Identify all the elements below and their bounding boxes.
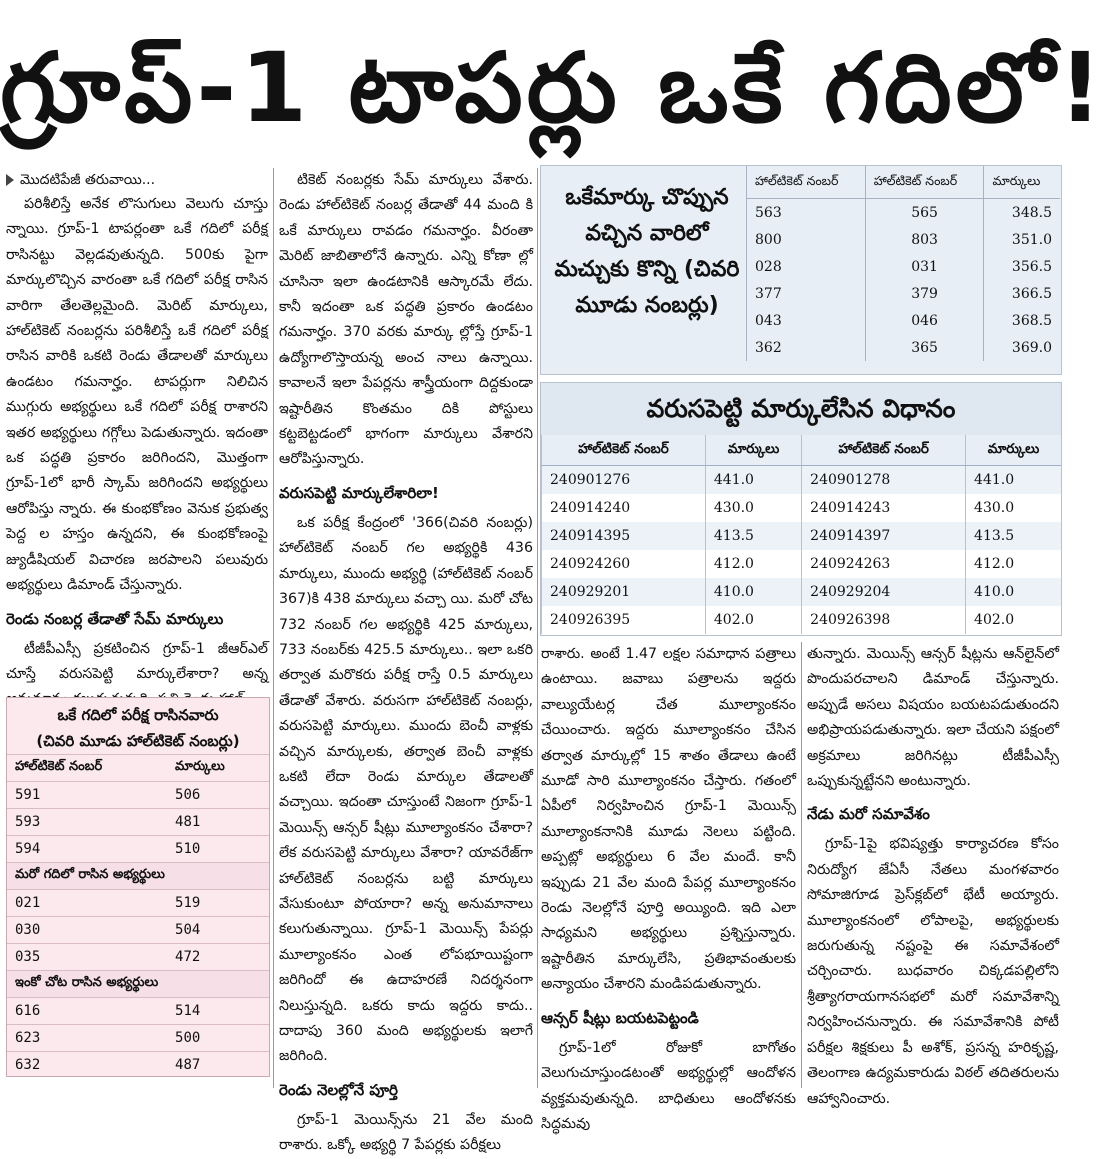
col4-para1: తున్నారు. మెయిన్స్‌ ఆన్సర్‌ షీట్లను ఆన్‌లైన్‌లో పొందుపరచాలని డిమాండ్‌ చేస్తున్నారు. అప్పుడే అసలు విషయం బయటపడుతుందని అభిప్రాయపడుతున్నారు. ఇలా చేయని పక్షంలో అక్రమాలు జరిగినట్లు టీజీపీఎస్సీ ఒప్పుకున్నట్టేనని అంటున్నారు. [807,646,1059,790]
table-row: 594 510 [7,836,269,863]
col3-para1: రాశారు. అంటే 1.47 లక్షల సమాధాన పత్రాలు ఉంటాయి. జవాబు పత్రాలను ఇద్దరు వాల్యుయేటర్ల చేత మూల్యాంకనం చేయించారు. ఇద్దరు మూల్యాంకనం చేసిన తర్వాత మార్కుల్లో 15 శాతం తేడాలు ఉంటే మూడో సారి మూల్యాంకనం చేస్తారు. గతంలో ఏపీలో నిర్వహించిన గ్రూప్‌-1 మెయిన్స్‌ మూల్యాంకనానికి మూడు నెలలు పట్టింది. అప్పట్లో అభ్యర్థులు 6 వేల మందే. కానీ ఇప్పుడు 21 వేల మంది పేపర్ల మూల్యాంకనం రెండు నెలల్లోనే పూర్తి అయ్యింది. ఇది ఎలా సాధ్యమని అభ్యర్థులు ప్రశ్నిస్తున్నారు. ఇష్టారీతిన మార్కులేసి, ప్రతిభావంతులకు అన్యాయం చేశారని మండిపడుతున్నారు. [541,646,796,993]
headline: గ్రూప్‌-1 టాపర్లు ఒకే గదిలో! [0,32,1106,144]
group-heading: మరో గదిలో రాసిన అభ్యర్థులు [7,863,269,890]
table-row: 616 514 [7,998,269,1025]
continuation-kicker: మొదటిపేజీ తరువాయి... [6,168,268,192]
col-header-hallticket-b: హాల్‌టికెట్‌ నంబర్‌ [802,435,966,466]
col2-subheading-1: వరుసపెట్టి మార్కులేశారిలా! [279,483,439,502]
same-marks-table [746,166,1060,361]
sequential-marks-box [540,382,1062,636]
col2-para3: గ్రూప్‌-1 మెయిన్స్‌ను 21 వేల మంది రాశారు. ఒక్కో అభ్యర్థి 7 పేపర్లకు పరీక్షలు [279,1111,533,1154]
table-row: 021 519 [7,890,269,917]
col-header-marks-b: మార్కులు [966,435,1061,466]
col-header-hallticket: హాల్‌టికెట్‌ నంబర్‌ [7,755,167,782]
same-marks-caption: ఒకేమార్కు చొప్పున వచ్చిన వారిలో మచ్చుకు కొన్ని (చివరి మూడు నంబర్లు) [554,185,740,318]
col-header-hallticket-a: హాల్‌టికెట్‌ నంబర్‌ [542,435,706,466]
same-room-table-box [6,697,270,1077]
same-marks-box [540,165,1062,375]
col4-subheading: నేడు మరో సమావేశం [807,805,930,824]
table-row: 240929201 410.0 240929204 410.0 [542,578,1062,606]
table-row: 591 506 [7,782,269,809]
table-row: 362 365 369.0 [747,334,1061,361]
sequential-marks-title: వరుసపెట్టి మార్కులేసిన విధానం [541,383,1061,435]
col4-para2: గ్రూప్‌-1పై భవిష్యత్తు కార్యాచరణ కోసం నిరుద్యోగ జేఏసీ నేతలు మంగళవారం సోమాజిగూడ ప్రెస్‌క్లబ్‌లో భేటీ అయ్యారు. మూల్యాంకనంలో లోపాలపై, అభ్యర్థులకు జరుగుతున్న నష్టంపై ఈ సమావేశంలో చర్చించారు. బుధవారం చిక్కడపల్లిలోని శ్రీత్యాగరాయగానసభలో మరో సమావేశాన్ని నిర్వహించనున్నారు. ఈ సమావేశానికి పోటీ పరీక్షల శిక్షకులు పీ అశోక్‌, ప్రసన్న హరికృష్ణ, తెలంగాణ ఉద్యమకారుడు విఠల్‌ తదితరులను ఆహ్వానించారు. [807,836,1059,1107]
col-header-marks: మార్కులు [167,755,269,782]
col1-para2: టీజీపీఎస్సీ ప్రకటించిన గ్రూప్‌-1 జీఆర్‌ఎల్‌ చూస్తే వరుసపెట్టి మార్కులేశారా? అన్న [6,640,268,682]
column-3 [541,642,796,1132]
col-header-marks-a: మార్కులు [705,435,801,466]
col1-subheading: రెండు నంబర్ల తేడాతో సేమ్‌ మార్కులు [6,609,224,628]
group-heading: ఇంకో చోట రాసిన అభ్యర్థులు [7,971,269,998]
table-row: 800 803 351.0 [747,226,1061,253]
column-2 [279,168,533,1154]
col2-subheading-2: రెండు నెలల్లోనే పూర్తి [279,1080,398,1099]
table-row: 377 379 366.5 [747,280,1061,307]
col1-para1: పరిశీలిస్తే అనేక లొసుగులు వెలుగు చూస్తు న్నాయి. గ్రూప్‌-1 టాపర్లంతా ఒకే గదిలో పరీక్ష రాసినట్టు వెల్లడవుతున్నది. 500కు పైగా మార్కులొచ్చిన వారంతా ఒకే గదిలో పరీక్ష రాసిన వారిగా తేలతెల్లమైంది. మెరిట్ మార్కులు, హాల్‌టికెట్‌ నంబర్లను పరిశీలిస్తే ఒకే గదిలో పరీక్ష రాసిన వారికి ఒకటి రెండు తేడాలతో మార్కులు ఉండటం గమనార్హం. టాపర్లుగా నిలిచిన ముగ్గురు అభ్యర్థులు ఒకే గదిలో పరీక్ష రాశారని ఇతర అభ్యర్థులు గగ్గోలు పెడుతున్నారు. ఇదంతా ఒక పద్ధతి ప్రకారం జరిగిందని, మొత్తంగా గ్రూప్‌-1లో భారీ స్కామ్‌ జరిగిందని అభ్యర్థులు ఆరోపిస్తు న్నారు. ఈ కుంభకోణం వెనుక ప్రభుత్వ పెద్ద ల హస్తం ఉన్నదని, ఈ కుంభకోణంపై జ్యుడీషియల్‌ విచారణ జరపాలని పలువురు అభ్యర్థులు డిమాండ్‌ చేస్తున్నారు. [6,196,268,594]
table-row: 623 500 [7,1025,269,1052]
col3-subheading: ఆన్సర్‌ షీట్లు బయటపెట్టండి [541,1008,699,1027]
table-row: 632 487 [7,1052,269,1079]
col3-para2: గ్రూప్‌-1లో రోజుకో బాగోతం వెలుగుచూస్తుండటంతో అభ్యర్థుల్లో ఆందోళన వ్యక్తమవుతున్నది. బాధితులు ఆందోళనకు సిద్ధమవు [541,1039,796,1132]
table-row: 240901276 441.0 240901278 441.0 [542,466,1062,495]
table-row: 240914395 413.5 240914397 413.5 [542,522,1062,550]
table-row: 563 565 348.5 [747,199,1061,227]
same-room-subtitle: (చివరి మూడు హాల్‌టికెట్‌ నంబర్లు) [36,732,240,750]
chevron-right-icon [6,174,14,186]
col-header-hallticket-a: హాల్‌టికెట్‌ నంబర్‌ [747,166,866,199]
column-divider [801,642,802,1088]
table-row: 240926395 402.0 240926398 402.0 [542,606,1062,634]
table-row: 030 504 [7,917,269,944]
same-room-title: ఒకే గదిలో పరీక్ష రాసినవారు [57,706,219,724]
column-4 [807,642,1059,1107]
column-1 [6,168,268,693]
same-room-table [7,754,269,1078]
table-row: 043 046 368.5 [747,307,1061,334]
col-header-marks: మార్కులు [984,166,1060,199]
column-divider [273,168,274,1088]
sequential-marks-table [541,435,1061,634]
table-row: 035 472 [7,944,269,971]
table-row: 028 031 356.5 [747,253,1061,280]
table-row: 240924260 412.0 240924263 412.0 [542,550,1062,578]
col2-para1: టికెట్‌ నంబర్లకు సేమ్‌ మార్కులు వేశారు. రెండు హాల్‌టికెట్‌ నంబర్ల తేడాతో 44 మంది కి ఒకే మార్కులు రావడం గమనార్హం. వీరంతా మెరిట్‌ జాబితాలోనే ఉన్నారు. ఎన్ని కోణా ల్లో చూసినా ఇలా ఉండటానికి ఆస్కారమే లేదు. కానీ ఇదంతా ఒక పద్ధతి ప్రకారం ఉండటం గమనార్హం. 370 వరకు మార్కు ల్లోస్తే గ్రూప్‌-1 ఉద్యోగాలొస్తాయన్న అంచ నాలు ఉన్నాయి. కావాలనే ఇలా పేపర్లను శాస్త్రీయంగా దిద్దకుండా ఇష్టారీతిన కొంతమం దికి పోస్టులు కట్టబెట్టడంలో భాగంగా మార్కులు వేశారని ఆరోపిస్తున్నారు. [279,172,533,468]
table-row: 240914240 430.0 240914243 430.0 [542,494,1062,522]
table-row: 593 481 [7,809,269,836]
column-divider [537,168,538,1088]
col2-para2: ఒక పరీక్ష కేంద్రంలో '366(చివరి నంబర్లు) హాల్‌టికెట్‌ నంబర్‌ గల అభ్యర్థికి 436 మార్కులు, ముందు అభ్యర్థి (హాల్‌టికెట్‌ నంబర్‌ 367)కి 438 మార్కులు వచ్చా యి. మరో చోట 732 నంబర్‌ గల అభ్యర్థికి 425 మార్కులు, 733 నంబర్‌కు 425.5 మార్కులు.. ఇలా ఒకరి తర్వాత మరొకరు పరీక్ష రాస్తే 0.5 మార్కులు తేడాతో వేశారు. వరుసగా హాల్‌టికెట్‌ నంబర్లు, వరుసపెట్టి మార్కులు. ముందు బెంచీ వాళ్లకు వచ్చిన మార్కులకు, తర్వాత బెంచీ వాళ్లకు ఒకటి లేదా రెండు మార్కుల తేడాలతో వచ్చాయి. ఇదంతా చూస్తుంటే నిజంగా గ్రూప్‌-1 మెయిన్స్‌ ఆన్సర్‌ షీట్లు మూల్యాంకనం చేశారా? లేక వరుసపెట్టి మార్కులు వేశారా? యావరేజ్‌గా హాల్‌టికెట్‌ నంబర్లను బట్టి మార్కులు వేసుకుంటూ పోయారా? అన్న అనుమానాలు కలుగుతున్నాయి. గ్రూప్‌-1 మెయిన్స్‌ పేపర్లు మూల్యాంకనం ఎంత లోపభూయిష్టంగా జరిగిందో ఈ ఉదాహరణే నిదర్శనంగా నిలుస్తున్నది. ఒకరు కాదు ఇద్దరు కాదు.. దాదాపు 360 మంది అభ్యర్థులకు ఇలాగే జరిగింది. [279,514,533,1065]
col-header-hallticket-b: హాల్‌టికెట్‌ నంబర్‌ [865,166,984,199]
